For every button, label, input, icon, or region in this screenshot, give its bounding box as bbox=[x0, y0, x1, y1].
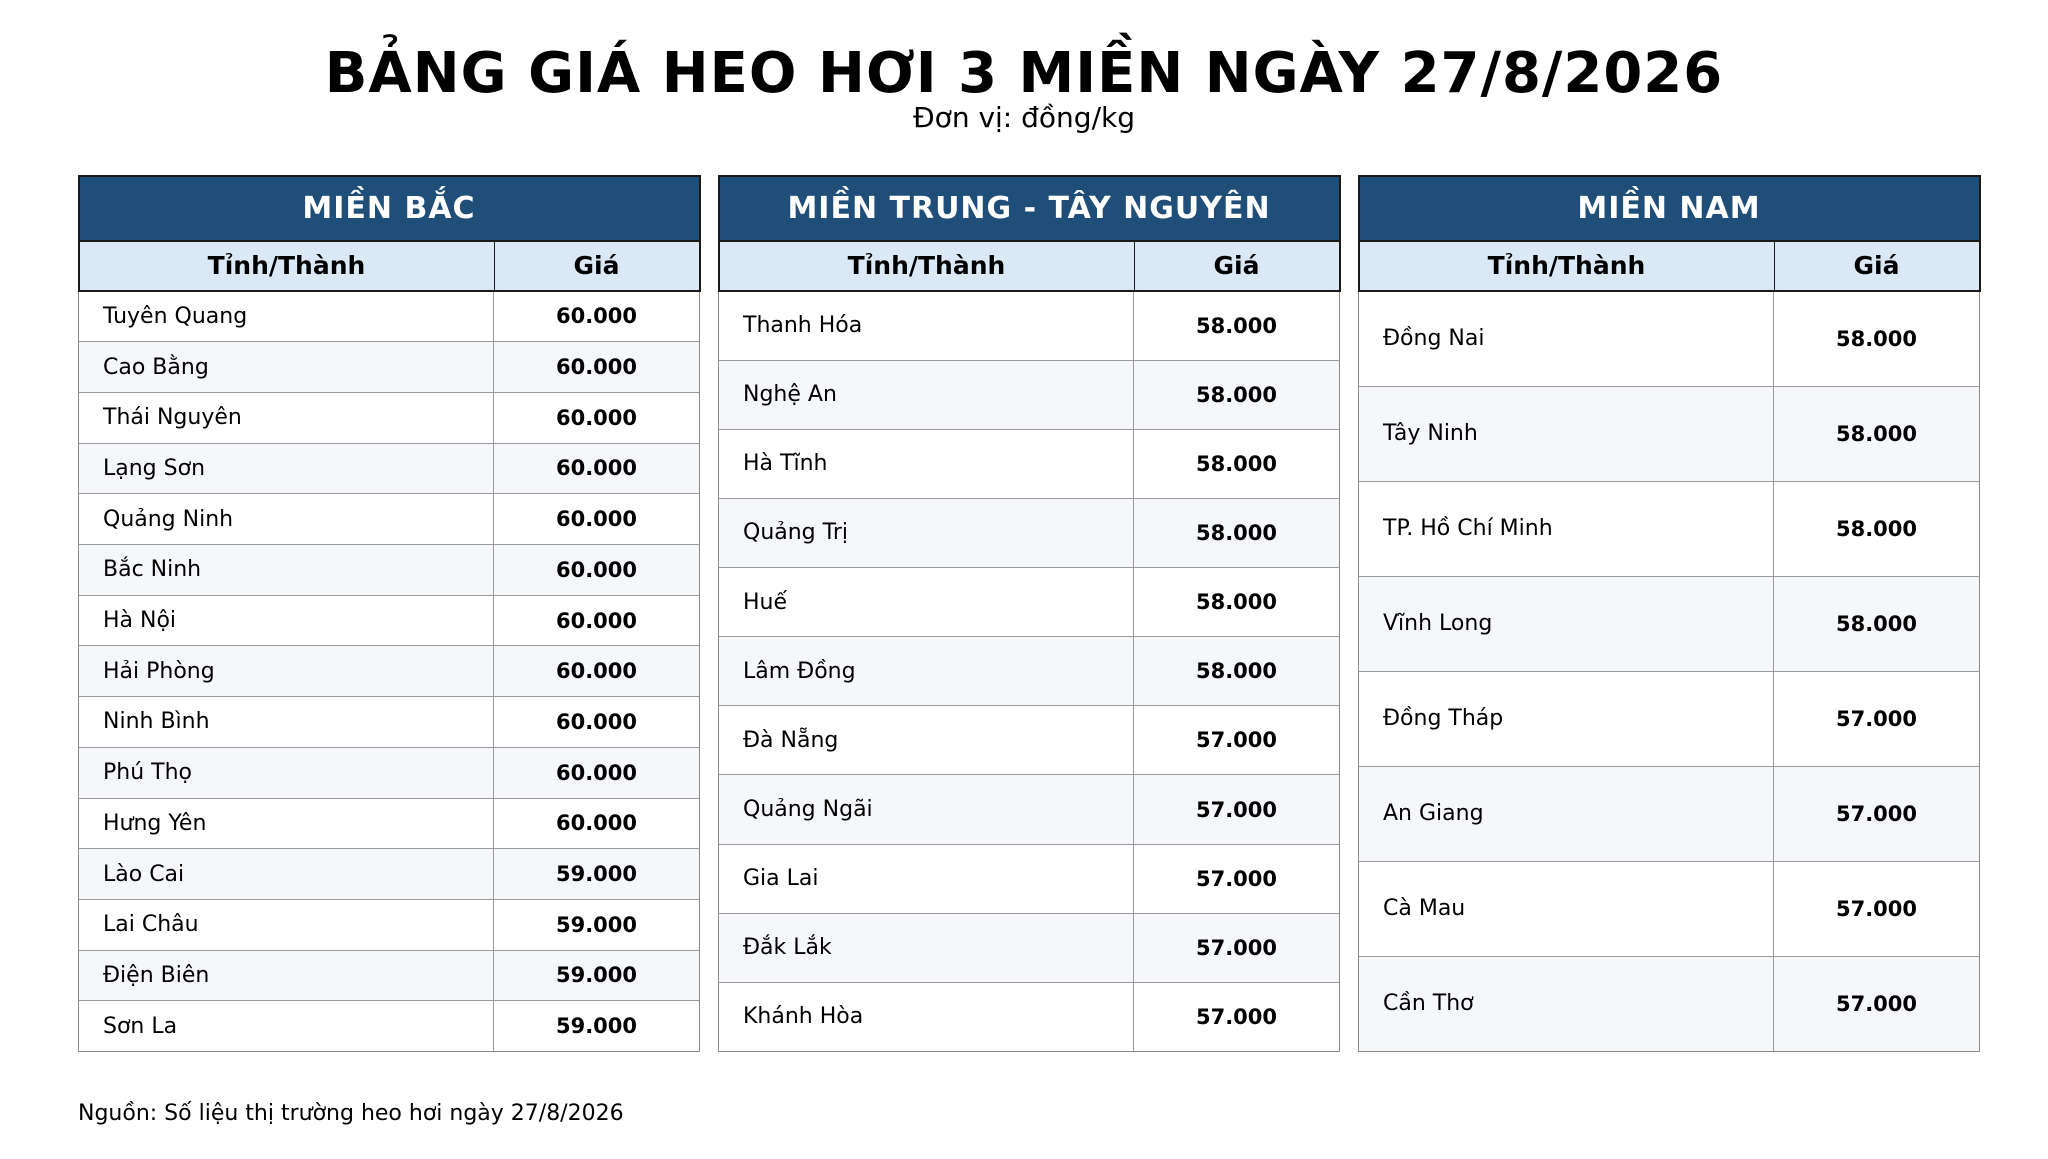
table-row bbox=[79, 696, 699, 747]
price-cell: 58.000 bbox=[1835, 421, 1918, 446]
table-row bbox=[1359, 671, 1979, 766]
table-row bbox=[719, 498, 1339, 567]
unit-subtitle: Đơn vị: đồng/kg bbox=[912, 101, 1135, 134]
table-row bbox=[79, 341, 699, 392]
province-cell: Hải Phòng bbox=[79, 646, 494, 696]
price-cell: 60.000 bbox=[555, 507, 638, 532]
region-table bbox=[78, 175, 700, 1052]
table-row bbox=[719, 982, 1339, 1051]
table-row bbox=[719, 429, 1339, 498]
column-header-row bbox=[1358, 242, 1981, 292]
province-cell: Tuyên Quang bbox=[79, 292, 494, 342]
price-cell: 60.000 bbox=[555, 304, 638, 329]
table-row bbox=[1359, 766, 1979, 861]
page-title: BẢNG GIÁ HEO HƠI 3 MIỀN NGÀY 27/8/2026 bbox=[324, 41, 1724, 106]
table-row bbox=[79, 950, 699, 1001]
province-column-header: Tỉnh/Thành bbox=[1360, 242, 1775, 290]
province-cell: Vĩnh Long bbox=[1359, 577, 1774, 671]
price-cell: 58.000 bbox=[1195, 382, 1278, 407]
province-cell: Sơn La bbox=[79, 1001, 494, 1051]
table-row bbox=[719, 636, 1339, 705]
price-cell: 58.000 bbox=[1195, 451, 1278, 476]
province-cell: Lai Châu bbox=[79, 900, 494, 950]
table-row bbox=[79, 595, 699, 646]
table-body bbox=[79, 292, 699, 1052]
province-cell: Hưng Yên bbox=[79, 799, 494, 849]
province-cell: Thanh Hóa bbox=[719, 292, 1134, 360]
province-cell: Thái Nguyên bbox=[79, 393, 494, 443]
table-row bbox=[79, 544, 699, 595]
price-cell: 59.000 bbox=[555, 862, 638, 887]
province-cell: Lâm Đồng bbox=[719, 637, 1134, 705]
price-column-header: Giá bbox=[573, 251, 620, 280]
price-cell: 58.000 bbox=[1195, 659, 1278, 684]
price-cell: 57.000 bbox=[1835, 991, 1918, 1016]
province-column-header: Tỉnh/Thành bbox=[720, 242, 1135, 290]
price-cell: 57.000 bbox=[1195, 1004, 1278, 1029]
region-title: MIỀN BẮC bbox=[78, 175, 701, 242]
province-cell: Lào Cai bbox=[79, 849, 494, 899]
table-row bbox=[1359, 576, 1979, 671]
province-cell: Đồng Nai bbox=[1359, 292, 1774, 386]
table-row bbox=[79, 292, 699, 342]
table-row bbox=[79, 747, 699, 798]
province-cell: Đồng Tháp bbox=[1359, 672, 1774, 766]
price-cell: 59.000 bbox=[555, 912, 638, 937]
table-row bbox=[1359, 481, 1979, 576]
region-title: MIỀN TRUNG - TÂY NGUYÊN bbox=[718, 175, 1341, 242]
price-cell: 57.000 bbox=[1835, 896, 1918, 921]
province-cell: Phú Thọ bbox=[79, 748, 494, 798]
table-row bbox=[719, 774, 1339, 843]
price-cell: 57.000 bbox=[1835, 801, 1918, 826]
province-cell: Quảng Trị bbox=[719, 499, 1134, 567]
price-cell: 57.000 bbox=[1835, 706, 1918, 731]
price-cell: 58.000 bbox=[1835, 516, 1918, 541]
province-cell: Cần Thơ bbox=[1359, 957, 1774, 1051]
province-cell: Gia Lai bbox=[719, 845, 1134, 913]
price-cell: 60.000 bbox=[555, 709, 638, 734]
price-cell: 60.000 bbox=[555, 557, 638, 582]
province-cell: Lạng Sơn bbox=[79, 444, 494, 494]
table-row bbox=[79, 798, 699, 849]
table-row bbox=[1359, 292, 1979, 386]
price-column-header: Giá bbox=[1853, 251, 1900, 280]
table-body bbox=[1359, 292, 1979, 1052]
price-cell: 57.000 bbox=[1195, 797, 1278, 822]
price-cell: 58.000 bbox=[1195, 520, 1278, 545]
province-cell: Ninh Bình bbox=[79, 697, 494, 747]
price-cell: 60.000 bbox=[555, 760, 638, 785]
price-cell: 60.000 bbox=[555, 405, 638, 430]
province-column-header: Tỉnh/Thành bbox=[80, 242, 495, 290]
price-cell: 57.000 bbox=[1195, 728, 1278, 753]
province-cell: Hà Nội bbox=[79, 596, 494, 646]
table-row bbox=[719, 292, 1339, 360]
price-cell: 58.000 bbox=[1195, 590, 1278, 615]
table-row bbox=[79, 443, 699, 494]
province-cell: Đà Nẵng bbox=[719, 706, 1134, 774]
province-cell: Cà Mau bbox=[1359, 862, 1774, 956]
province-cell: Đắk Lắk bbox=[719, 914, 1134, 982]
table-row bbox=[79, 645, 699, 696]
price-cell: 58.000 bbox=[1195, 313, 1278, 338]
column-header-row bbox=[78, 242, 701, 292]
price-cell: 59.000 bbox=[555, 963, 638, 988]
table-row bbox=[79, 848, 699, 899]
province-cell: Quảng Ngãi bbox=[719, 775, 1134, 843]
province-cell: Hà Tĩnh bbox=[719, 430, 1134, 498]
price-cell: 58.000 bbox=[1835, 611, 1918, 636]
province-cell: Tây Ninh bbox=[1359, 387, 1774, 481]
province-cell: TP. Hồ Chí Minh bbox=[1359, 482, 1774, 576]
table-row bbox=[79, 392, 699, 443]
province-cell: An Giang bbox=[1359, 767, 1774, 861]
province-cell: Huế bbox=[719, 568, 1134, 636]
table-row bbox=[719, 360, 1339, 429]
table-row bbox=[79, 493, 699, 544]
price-cell: 60.000 bbox=[555, 456, 638, 481]
province-cell: Nghệ An bbox=[719, 361, 1134, 429]
price-cell: 59.000 bbox=[555, 1014, 638, 1039]
table-row bbox=[719, 567, 1339, 636]
table-body bbox=[719, 292, 1339, 1052]
region-title: MIỀN NAM bbox=[1358, 175, 1981, 242]
table-row bbox=[719, 844, 1339, 913]
province-cell: Bắc Ninh bbox=[79, 545, 494, 595]
price-cell: 60.000 bbox=[555, 659, 638, 684]
table-row bbox=[719, 913, 1339, 982]
price-cell: 57.000 bbox=[1195, 866, 1278, 891]
region-table bbox=[718, 175, 1340, 1052]
table-row bbox=[719, 705, 1339, 774]
price-cell: 60.000 bbox=[555, 355, 638, 380]
column-header-row bbox=[718, 242, 1341, 292]
price-column-header: Giá bbox=[1213, 251, 1260, 280]
table-row bbox=[79, 1000, 699, 1051]
table-row bbox=[1359, 861, 1979, 956]
price-cell: 60.000 bbox=[555, 811, 638, 836]
province-cell: Khánh Hòa bbox=[719, 983, 1134, 1051]
table-row bbox=[79, 899, 699, 950]
province-cell: Điện Biên bbox=[79, 951, 494, 1001]
table-row bbox=[1359, 956, 1979, 1051]
price-cell: 57.000 bbox=[1195, 935, 1278, 960]
price-cell: 60.000 bbox=[555, 608, 638, 633]
table-row bbox=[1359, 386, 1979, 481]
region-table bbox=[1358, 175, 1980, 1052]
province-cell: Cao Bằng bbox=[79, 342, 494, 392]
source-note: Nguồn: Số liệu thị trường heo hơi ngày 27/8/2026 bbox=[78, 1101, 624, 1126]
price-cell: 58.000 bbox=[1835, 326, 1918, 351]
province-cell: Quảng Ninh bbox=[79, 494, 494, 544]
